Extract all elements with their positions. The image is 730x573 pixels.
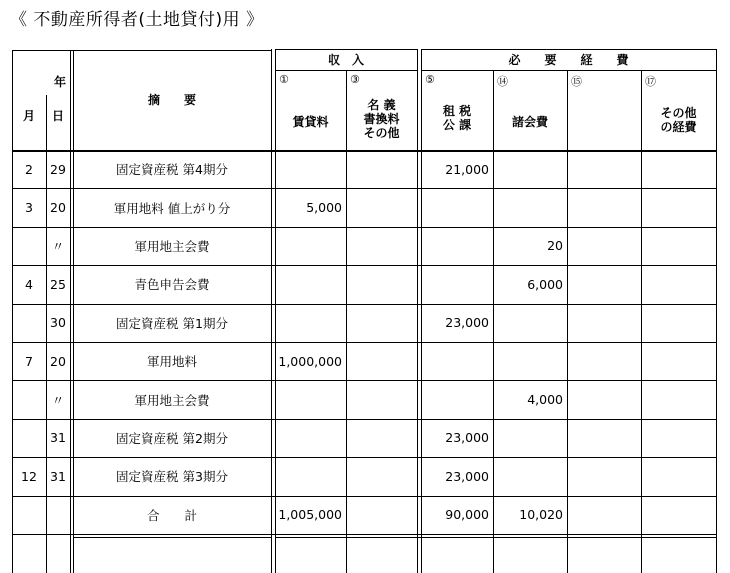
grid-line-horizontal (12, 150, 717, 152)
col3-number-mark: ③ (350, 73, 360, 86)
month-cell: 3 (25, 200, 33, 216)
col15-cell (567, 342, 641, 380)
header-line: 名 義 (367, 98, 396, 112)
expense-group-header: 必 要 経 費 (508, 53, 629, 67)
month-cell (12, 419, 46, 457)
col5-number-mark: ⑤ (425, 73, 435, 86)
grid-line-vertical (346, 70, 347, 573)
name-change-cell (346, 342, 417, 380)
total-other-cell (641, 496, 716, 534)
other-cell (641, 457, 716, 495)
other-cell (641, 188, 716, 226)
summary-cell: 固定資産税 第3期分 (116, 469, 228, 485)
other-cell (641, 265, 716, 303)
rent-cell: 1,000,000 (278, 353, 342, 369)
total-rent-cell: 1,005,000 (278, 507, 342, 523)
grid-line-horizontal (12, 265, 717, 266)
month-cell (12, 227, 46, 265)
name-change-cell (346, 419, 417, 457)
grid-line-vertical (417, 49, 418, 573)
dues-header: 諸会費 (511, 114, 548, 129)
col15-cell (567, 304, 641, 342)
grid-line-horizontal (12, 419, 717, 420)
header-line: 公 課 (442, 118, 472, 132)
grid-line-horizontal (421, 49, 717, 50)
taxes-cell: 23,000 (445, 430, 489, 446)
taxes-cell: 21,000 (445, 161, 489, 177)
day-cell: 30 (50, 315, 66, 331)
rent-cell (275, 227, 346, 265)
col15-cell (567, 150, 641, 188)
other-cell (641, 150, 716, 188)
grid-line-horizontal (12, 380, 717, 381)
dues-cell: 6,000 (527, 276, 563, 292)
col15-cell (567, 227, 641, 265)
summary-cell: 軍用地料 値上がり分 (113, 200, 231, 216)
summary-cell: 固定資産税 第4期分 (116, 162, 228, 178)
col15-cell (567, 265, 641, 303)
grid-line-horizontal (12, 496, 717, 497)
grid-line-horizontal (12, 534, 717, 535)
other-cell (641, 227, 716, 265)
summary-cell: 軍用地主会費 (134, 238, 210, 254)
name-change-cell (346, 227, 417, 265)
grid-line-horizontal (12, 457, 717, 458)
grid-line-vertical (421, 49, 422, 573)
total-label: 合 計 (146, 507, 197, 523)
month-cell: 4 (25, 276, 33, 292)
name-change-cell (346, 150, 417, 188)
dues-cell (493, 419, 567, 457)
taxes-cell: 23,000 (445, 468, 489, 484)
name-change-cell (346, 265, 417, 303)
summary-cell: 軍用地料 (146, 354, 197, 370)
grid-line-vertical (73, 50, 74, 573)
grid-line-vertical (70, 50, 71, 573)
grid-line-horizontal (421, 70, 717, 71)
other-cell (641, 304, 716, 342)
taxes-cell (421, 227, 493, 265)
month-cell: 7 (25, 353, 33, 369)
grid-line-vertical (493, 70, 494, 573)
dues-cell (493, 150, 567, 188)
day-cell: 31 (50, 430, 66, 446)
total-dues-cell: 10,020 (519, 507, 563, 523)
taxes-cell: 23,000 (445, 315, 489, 331)
rent-cell (275, 150, 346, 188)
grid-line-horizontal (275, 49, 418, 50)
day-cell: 〃 (51, 238, 65, 254)
dues-cell (493, 188, 567, 226)
header-line: 書換料 (363, 112, 400, 126)
name-change-header (346, 90, 417, 148)
header-line: その他 (660, 106, 697, 120)
name-change-cell (346, 457, 417, 495)
grid-line-vertical (271, 49, 272, 573)
taxes-cell (421, 380, 493, 418)
dues-cell (493, 342, 567, 380)
taxes-cell (421, 265, 493, 303)
taxes-header (421, 100, 493, 136)
dues-cell: 4,000 (527, 392, 563, 408)
grid-line-vertical (275, 49, 276, 573)
month-header: 月 (22, 108, 35, 123)
rent-cell: 5,000 (306, 200, 342, 216)
summary-cell: 固定資産税 第2期分 (116, 430, 228, 446)
grid-line-horizontal (12, 342, 717, 343)
name-change-cell (346, 380, 417, 418)
dues-cell (493, 304, 567, 342)
rent-cell (275, 304, 346, 342)
summary-cell: 固定資産税 第1期分 (116, 315, 228, 331)
day-cell: 29 (50, 161, 66, 177)
other-cell (641, 342, 716, 380)
col15-cell (567, 188, 641, 226)
dues-cell: 20 (547, 238, 563, 254)
day-cell: 〃 (51, 392, 65, 408)
col15-cell (567, 380, 641, 418)
page-title: 《 不動産所得者(土地貸付)用 》 (10, 10, 264, 30)
other-expenses-header (641, 104, 716, 136)
grid-line-vertical (716, 49, 717, 573)
month-cell: 2 (25, 161, 33, 177)
total-col15-cell (567, 496, 641, 534)
year-header: 年 (53, 74, 66, 89)
other-cell (641, 419, 716, 457)
rent-cell (275, 265, 346, 303)
rent-cell (275, 457, 346, 495)
rent-cell (275, 419, 346, 457)
col14-number-mark: ⑭ (497, 75, 508, 88)
month-cell (12, 380, 46, 418)
income-group-header: 収 入 (327, 53, 364, 67)
total-name-change-cell (346, 496, 417, 534)
grid-line-horizontal (12, 227, 717, 228)
day-cell: 25 (50, 276, 66, 292)
grid-line-horizontal (12, 188, 717, 189)
summary-cell: 軍用地主会費 (134, 392, 210, 408)
day-cell: 31 (50, 468, 66, 484)
grid-line-vertical (641, 70, 642, 573)
taxes-cell (421, 342, 493, 380)
col15-number-mark: ⑮ (571, 75, 582, 88)
summary-cell: 青色申告会費 (134, 277, 210, 293)
name-change-cell (346, 304, 417, 342)
grid-line-vertical (567, 70, 568, 573)
grid-line-horizontal (275, 537, 717, 538)
grid-line-horizontal (73, 537, 272, 538)
col15-cell (567, 457, 641, 495)
grid-line-horizontal (12, 50, 272, 51)
taxes-cell (421, 188, 493, 226)
grid-line-vertical (46, 95, 47, 573)
grid-line-vertical (12, 50, 13, 573)
day-header: 日 (51, 108, 64, 123)
day-cell: 20 (50, 353, 66, 369)
header-line: の経費 (660, 120, 697, 134)
col15-cell (567, 419, 641, 457)
month-cell (12, 304, 46, 342)
header-line: 租 税 (442, 104, 472, 118)
other-cell (641, 380, 716, 418)
dues-cell (493, 457, 567, 495)
rent-header: 賃貸料 (292, 114, 329, 129)
total-taxes-cell: 90,000 (445, 507, 489, 523)
day-cell: 20 (50, 200, 66, 216)
rent-cell (275, 380, 346, 418)
grid-line-horizontal (12, 304, 717, 305)
summary-header: 摘 要 (147, 92, 196, 107)
col1-number-mark: ① (279, 73, 289, 86)
name-change-cell (346, 188, 417, 226)
month-cell: 12 (21, 468, 37, 484)
header-line: その他 (363, 126, 400, 140)
col17-number-mark: ⑰ (645, 75, 656, 88)
